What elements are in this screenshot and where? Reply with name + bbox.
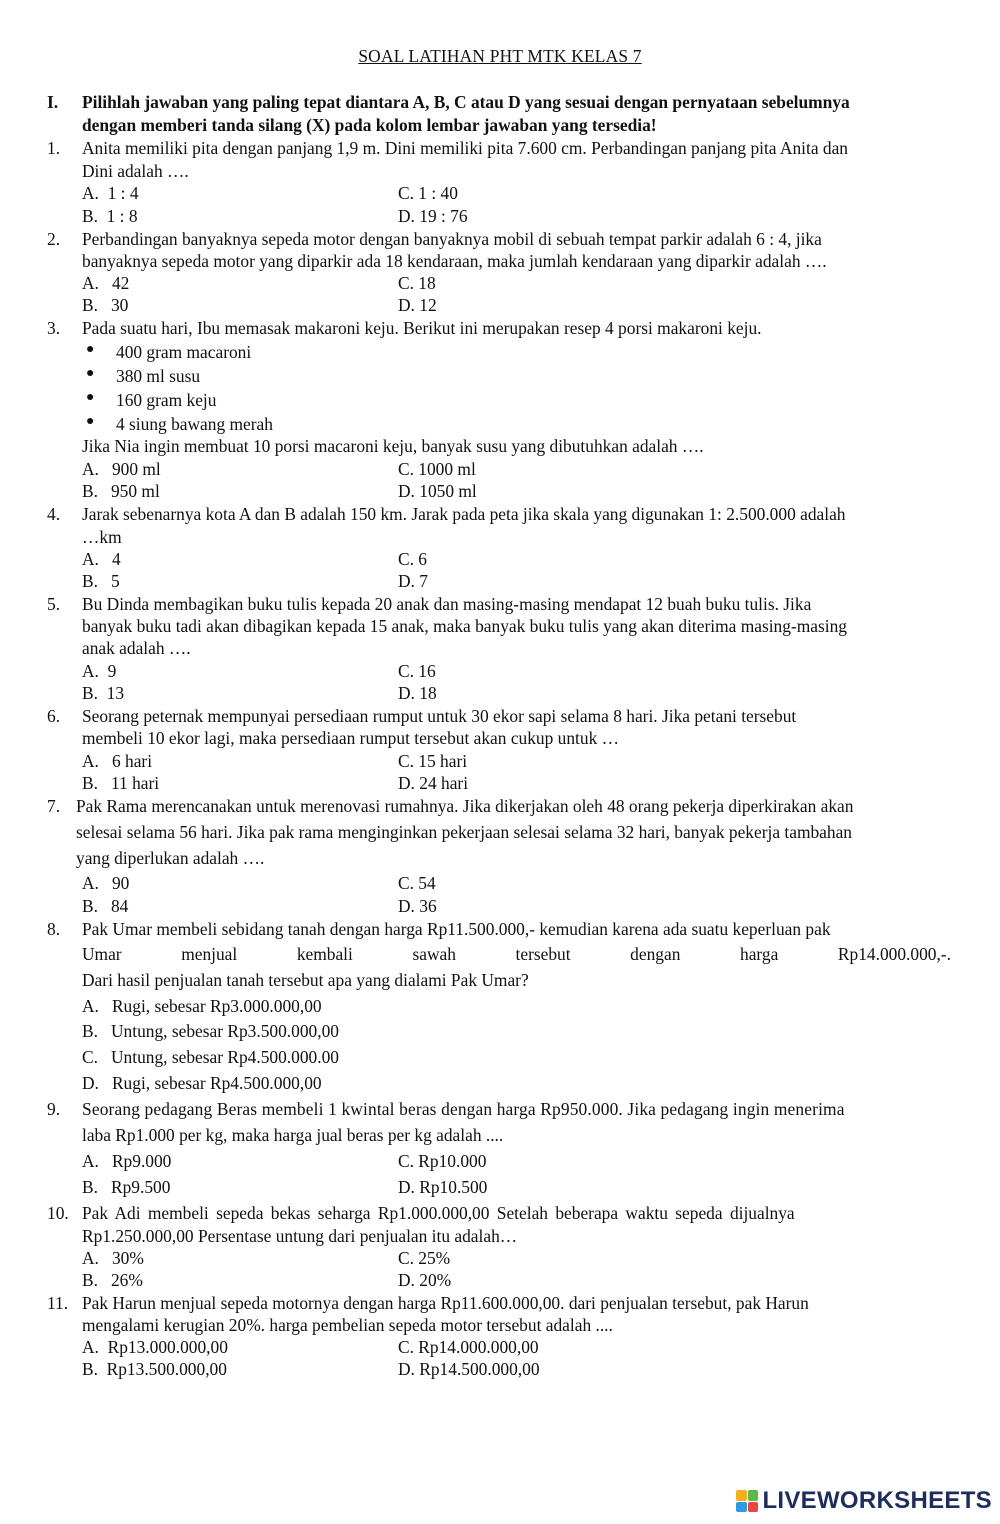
option-d[interactable]: D. 12 — [398, 295, 437, 315]
liveworksheets-logo-icon — [736, 1490, 758, 1512]
bullet-icon: ● — [86, 390, 95, 405]
liveworksheets-brand: LIVEWORKSHEETS — [762, 1487, 992, 1514]
option-b[interactable]: B. 11 hari — [82, 773, 160, 793]
question-number: 5. — [47, 594, 61, 614]
question-text: Anita memiliki pita dengan panjang 1,9 m. Dini memiliki pita 7.600 cm. Perbandingan panjang pita Anita dan — [82, 138, 849, 158]
recipe-item: 380 ml susu — [116, 366, 201, 386]
bullet-icon: ● — [86, 366, 95, 381]
logo-square — [748, 1490, 759, 1501]
question-text: Pak Rama merencanakan untuk merenovasi rumahnya. Jika dikerjakan oleh 48 orang pekerja diperkirakan akan — [76, 796, 854, 816]
option-d[interactable]: D. 20% — [398, 1270, 452, 1290]
instruction-line-2: dengan memberi tanda silang (X) pada kolom lembar jawaban yang tersedia! — [82, 115, 657, 135]
question-number: 8. — [47, 919, 61, 939]
option-b[interactable]: B. 950 ml — [82, 481, 160, 501]
option-c[interactable]: C. 18 — [398, 273, 436, 293]
question-number: 3. — [47, 318, 61, 338]
question-text-justified — [82, 944, 951, 965]
option-c[interactable]: C. 1000 ml — [398, 459, 476, 479]
question-text: Seorang peternak mempunyai persediaan rumput untuk 30 ekor sapi selama 8 hari. Jika petani tersebut — [82, 706, 797, 726]
question-text: laba Rp1.000 per kg, maka harga jual beras per kg adalah .... — [82, 1125, 504, 1145]
question-text: mengalami kerugian 20%. harga pembelian sepeda motor tersebut adalah .... — [82, 1315, 613, 1335]
option-c[interactable]: C. Rp14.000.000,00 — [398, 1337, 539, 1357]
recipe-item: 160 gram keju — [116, 390, 217, 410]
option-d[interactable]: D. Rugi, sebesar Rp4.500.000,00 — [82, 1073, 322, 1093]
question-text: yang diperlukan adalah …. — [76, 848, 265, 868]
option-a[interactable]: A. 9 — [82, 661, 117, 681]
question-text: Bu Dinda membagikan buku tulis kepada 20 anak dan masing-masing mendapat 12 buah buku tulis. Jika — [82, 594, 812, 614]
question-text: …km — [82, 527, 122, 547]
section-number: I. — [47, 92, 59, 112]
question-text: Seorang pedagang Beras membeli 1 kwintal beras dengan harga Rp950.000. Jika pedagang ingin menerima — [82, 1099, 845, 1119]
logo-square — [736, 1502, 747, 1513]
question-text: membeli 10 ekor lagi, maka persediaan rumput tersebut akan cukup untuk … — [82, 728, 620, 748]
option-a[interactable]: A. 4 — [82, 549, 121, 569]
option-a[interactable]: A. 1 : 4 — [82, 183, 139, 203]
option-c[interactable]: C. Untung, sebesar Rp4.500.000.00 — [82, 1047, 339, 1067]
option-b[interactable]: B. Untung, sebesar Rp3.500.000,00 — [82, 1021, 339, 1041]
question-text: Rp1.250.000,00 Persentase untung dari penjualan itu adalah… — [82, 1226, 518, 1246]
option-a[interactable]: A. 42 — [82, 273, 130, 293]
word: Umar — [82, 944, 122, 964]
question-number: 10. — [47, 1203, 69, 1223]
option-d[interactable]: D. Rp14.500.000,00 — [398, 1359, 540, 1379]
question-text: Perbandingan banyaknya sepeda motor dengan banyaknya mobil di sebuah tempat parkir adalah 6 : 4, jika — [82, 229, 822, 249]
question-text: selesai selama 56 hari. Jika pak rama menginginkan pekerjaan selesai selama 32 hari, banyak pekerja tambahan — [76, 822, 852, 842]
logo-square — [736, 1490, 747, 1501]
option-a[interactable]: A. 6 hari — [82, 751, 153, 771]
word: dengan — [630, 944, 681, 964]
option-d[interactable]: D. Rp10.500 — [398, 1177, 488, 1197]
option-d[interactable]: D. 24 hari — [398, 773, 469, 793]
option-a[interactable]: A. Rugi, sebesar Rp3.000.000,00 — [82, 996, 322, 1016]
question-text: Jika Nia ingin membuat 10 porsi macaroni keju, banyak susu yang dibutuhkan adalah …. — [82, 436, 704, 456]
question-text: Dini adalah …. — [82, 161, 189, 181]
recipe-item: 4 siung bawang merah — [116, 414, 273, 434]
word: sawah — [412, 944, 456, 964]
option-d[interactable]: D. 18 — [398, 683, 437, 703]
option-b[interactable]: B. 5 — [82, 571, 120, 591]
option-b[interactable]: B. Rp13.500.000,00 — [82, 1359, 227, 1379]
question-text: Pada suatu hari, Ibu memasak makaroni keju. Berikut ini merupakan resep 4 porsi makaroni keju. — [82, 318, 762, 338]
question-text: Pak Harun menjual sepeda motornya dengan harga Rp11.600.000,00. dari penjualan tersebut, pak Harun — [82, 1293, 809, 1313]
question-text: banyaknya sepeda motor yang diparkir ada 18 kendaraan, maka jumlah kendaraan yang diparkir adalah …. — [82, 251, 827, 271]
option-d[interactable]: D. 36 — [398, 896, 437, 916]
question-number: 7. — [47, 796, 61, 816]
option-b[interactable]: B. 1 : 8 — [82, 206, 138, 226]
instruction-line-1: Pilihlah jawaban yang paling tepat diantara A, B, C atau D yang sesuai dengan pernyataan sebelumnya — [82, 92, 850, 112]
option-b[interactable]: B. 26% — [82, 1270, 143, 1290]
question-number: 1. — [47, 138, 61, 158]
option-c[interactable]: C. 16 — [398, 661, 436, 681]
recipe-item: 400 gram macaroni — [116, 342, 252, 362]
option-c[interactable]: C. 1 : 40 — [398, 183, 458, 203]
question-text: Dari hasil penjualan tanah tersebut apa yang dialami Pak Umar? — [82, 970, 529, 990]
option-b[interactable]: B. 30 — [82, 295, 129, 315]
question-text: Pak Umar membeli sebidang tanah dengan harga Rp11.500.000,- kemudian karena ada suatu keperluan pak — [82, 919, 831, 939]
option-d[interactable]: D. 7 — [398, 571, 428, 591]
logo-square — [748, 1502, 759, 1513]
option-b[interactable]: B. Rp9.500 — [82, 1177, 171, 1197]
bullet-icon: ● — [86, 414, 95, 429]
option-a[interactable]: A. 900 ml — [82, 459, 161, 479]
question-number: 6. — [47, 706, 61, 726]
word: kembali — [296, 944, 353, 964]
word: tersebut — [515, 944, 571, 964]
option-d[interactable]: D. 1050 ml — [398, 481, 477, 501]
question-number: 2. — [47, 229, 61, 249]
option-c[interactable]: C. 54 — [398, 873, 436, 893]
bullet-icon: ● — [86, 342, 95, 357]
question-text: banyak buku tadi akan dibagikan kepada 15 anak, maka banyak buku tulis yang akan diterima masing-masing — [82, 616, 847, 636]
liveworksheets-logo[interactable] — [736, 1488, 992, 1514]
option-b[interactable]: B. 84 — [82, 896, 129, 916]
option-c[interactable]: C. Rp10.000 — [398, 1151, 487, 1171]
question-text: Pak Adi membeli sepeda bekas seharga Rp1.000.000,00 Setelah beberapa waktu sepeda dijualnya — [82, 1203, 795, 1223]
question-text: anak adalah …. — [82, 638, 191, 658]
option-c[interactable]: C. 6 — [398, 549, 427, 569]
question-number: 11. — [47, 1293, 69, 1313]
option-c[interactable]: C. 25% — [398, 1248, 451, 1268]
question-text: Jarak sebenarnya kota A dan B adalah 150 km. Jarak pada peta jika skala yang digunakan 1: 2.500.000 adalah — [82, 504, 846, 524]
option-d[interactable]: D. 19 : 76 — [398, 206, 468, 226]
option-a[interactable]: A. Rp13.000.000,00 — [82, 1337, 228, 1357]
option-b[interactable]: B. 13 — [82, 683, 125, 703]
word: Rp14.000.000,-. — [837, 944, 951, 964]
option-a[interactable]: A. 90 — [82, 873, 130, 893]
word: harga — [740, 944, 779, 964]
option-a[interactable]: A. 30% — [82, 1248, 144, 1268]
word: menjual — [181, 944, 238, 964]
option-a[interactable]: A. Rp9.000 — [82, 1151, 172, 1171]
option-c[interactable]: C. 15 hari — [398, 751, 468, 771]
question-number: 9. — [47, 1099, 61, 1119]
question-number: 4. — [47, 504, 61, 524]
page-title: SOAL LATIHAN PHT MTK KELAS 7 — [358, 46, 642, 66]
